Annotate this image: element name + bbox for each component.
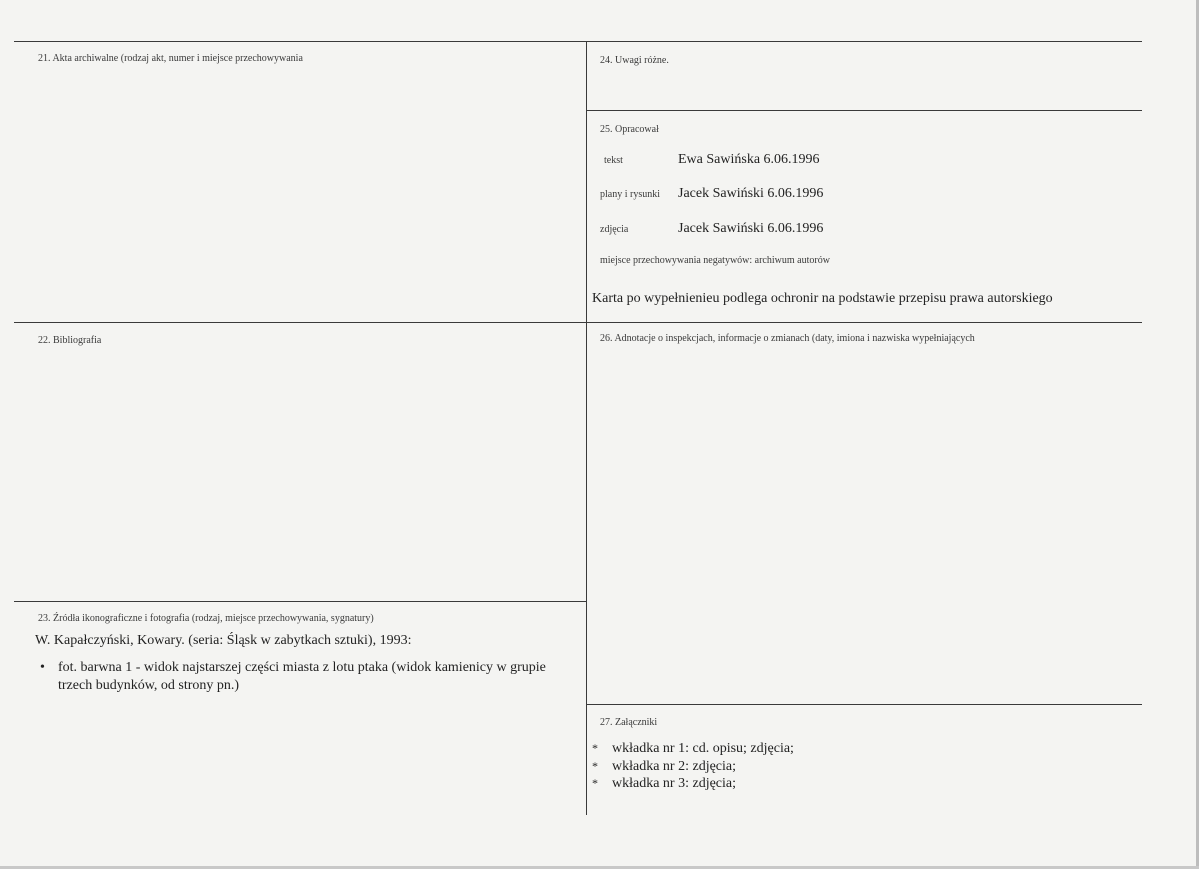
negatives-location: miejsce przechowywania negatywów: archiwum autorów (600, 255, 830, 266)
attachment-item-text: wkładka nr 2: zdjęcia; (612, 759, 737, 774)
author-row-key: plany i rysunki (600, 189, 660, 200)
attachment-item-text: wkładka nr 1: cd. opisu; zdjęcia; (612, 741, 794, 756)
author-row-value: Jacek Sawiński 6.06.1996 (678, 186, 824, 201)
attachment-item (592, 741, 1132, 759)
section-23-item-line1: fot. barwna 1 - widok najstarszej części miasta z lotu ptaka (widok kamienicy w grupie (58, 660, 546, 675)
author-row-value: Ewa Sawińska 6.06.1996 (678, 152, 820, 167)
section-23-label: 23. Źródła ikonograficzne i fotografia (rodzaj, miejsce przechowywania, sygnatury) (38, 613, 374, 624)
section-25-label: 25. Opracował (600, 124, 659, 135)
author-row-key: tekst (604, 155, 623, 166)
section-23-source: W. Kapałczyński, Kowary. (seria: Śląsk w zabytkach sztuki), 1993: (35, 633, 412, 648)
author-row-text (600, 152, 820, 168)
center-divider (586, 41, 587, 815)
author-row-value: Jacek Sawiński 6.06.1996 (678, 221, 824, 236)
section-26-label: 26. Adnotacje o inspekcjach, informacje o zmianach (daty, imiona i nazwiska wypełniających (600, 333, 975, 344)
star-icon: * (592, 759, 598, 773)
bullet-icon: • (40, 660, 45, 675)
rule-26-27 (587, 704, 1142, 705)
star-icon: * (592, 776, 598, 790)
copyright-note: Karta po wypełnienieu podlega ochronir na podstawie przepisu prawa autorskiego (592, 291, 1053, 306)
rule-mid (14, 322, 1142, 323)
author-row-key: zdjęcia (600, 224, 629, 235)
section-21-label: 21. Akta archiwalne (rodzaj akt, numer i miejsce przechowywania (38, 53, 303, 64)
section-22-label: 22. Bibliografia (38, 335, 102, 346)
rule-22-23 (14, 601, 587, 602)
star-icon: * (592, 741, 598, 755)
author-row-photos (600, 221, 823, 237)
attachment-item (592, 759, 1132, 777)
top-rule (14, 41, 1142, 42)
rule-24-25 (587, 110, 1142, 111)
attachment-item (592, 776, 1132, 794)
author-row-plans (600, 186, 823, 202)
section-23-item-line2: trzech budynków, od strony pn.) (58, 678, 240, 693)
section-24-label: 24. Uwagi różne. (600, 55, 669, 66)
attachment-item-text: wkładka nr 3: zdjęcia; (612, 776, 737, 791)
section-23-item (40, 660, 580, 700)
section-27-label: 27. Załączniki (600, 717, 658, 728)
